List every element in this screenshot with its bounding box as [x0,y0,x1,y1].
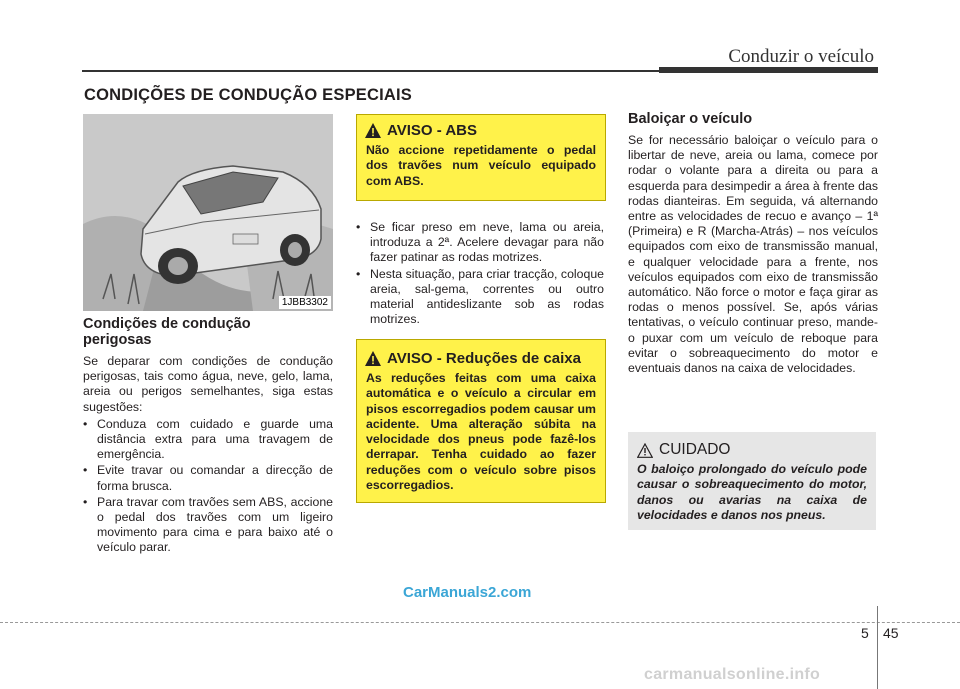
footer-rule [0,622,960,623]
rocking-subheading: Baloiçar o veículo [628,111,753,127]
right-column [628,111,878,376]
list-item: • Para travar com travões sem ABS, accione o pedal dos travões com um ligeiro movimento para cima e para baixo até o veículo parar. [83,495,333,556]
section-heading: CONDIÇÕES DE CONDUÇÃO ESPECIAIS [84,86,412,104]
list-item: • Se ficar preso em neve, lama ou areia, introduza a 2ª. Acelere devagar para não fazer patinar as rodas motrizes. [356,220,604,266]
warning-box-abs [356,114,606,201]
caution-triangle-icon [637,443,653,458]
site-watermark: carmanualsonline.info [644,666,821,683]
hazard-intro: Se deparar com condições de condução perigosas, tais como água, neve, gelo, lama, areia ou perigos semelhantes, siga estas sugestões: [83,354,333,414]
warning-title [365,122,605,139]
page-number: 45 [883,625,899,641]
caution-title [637,441,876,459]
chapter-title: Conduzir o veículo [728,46,874,67]
header-rule-thick [659,67,878,73]
warning-title [365,350,605,367]
hazard-tips-list [83,417,333,556]
warning-abs-text: Não accione repetidamente o pedal dos travões num veículo equipado com ABS. [366,143,596,188]
warning-downshift-text: As reduções feitas com uma caixa automática e o veículo a circular em pisos escorregadios podem causar um acidente. Uma alteração súbita na velocidade dos pneus pode fazê-los derrapar. Tenha cuidado ao fazer reduções com o veículo sobre pisos escorregadios. [366,371,596,493]
car-illustration [83,114,333,311]
list-item: • Evite travar ou comandar a direcção de forma brusca. [83,463,333,493]
list-item: • Conduza com cuidado e guarde uma distância extra para uma travagem de emergência. [83,417,333,463]
page-number-divider [877,606,878,689]
hazard-subheading: Condições de condução perigosas [83,316,251,348]
header-rule [82,70,660,72]
caution-text: O baloiço prolongado do veículo pode causar o sobreaquecimento do motor, danos ou avarias na caixa de velocidades e danos nos pneus. [637,462,867,522]
list-item: • Nesta situação, para criar tracção, coloque areia, sal-gema, correntes ou outro material antideslizante sob as rodas motrizes. [356,267,604,328]
watermark-link[interactable]: CarManuals2.com [403,584,532,601]
warning-box-downshift [356,339,606,503]
chapter-number: 5 [861,625,869,641]
warning-abs-title: AVISO - ABS [387,122,478,139]
warning-triangle-icon [365,351,381,366]
warning-triangle-icon [365,123,381,138]
stuck-tips [356,218,604,328]
image-code: 1JBB3302 [279,296,331,309]
left-column [83,316,333,557]
rocking-body: Se for necessário baloiçar o veículo para o libertar de neve, areia ou lama, comece por rodar o volante para a direita ou para a esquerda para desimpedir a área à frente das rodas dianteiras. Em seguida, vá alternando entre as velocidades de recuo e avanço – 1ª (Primeira) e R (Marcha-Atrás) – nos veículos equipados com eixo de transmissão manual, e qualquer velocidade para a frente, nos veículos equipados com eixo de transmissão automático. Não force o motor e faça girar as rodas o menos possível. Se, após várias tentativas, o veículo continuar preso, mande-o puxar com um veículo de reboque para evitar o sobreaquecimento do motor e eventuais danos na caixa de velocidades. [628,133,878,376]
warning-downshift-title: AVISO - Reduções de caixa [387,350,581,367]
caution-box [628,432,876,530]
caution-title-text: CUIDADO [659,441,731,458]
